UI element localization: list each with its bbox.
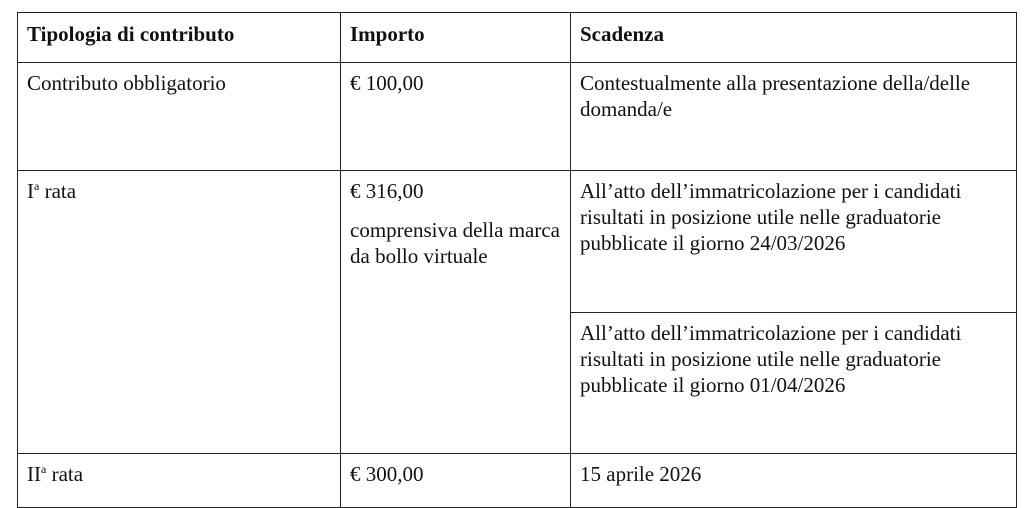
installment-label: rata	[39, 179, 77, 203]
cell-amount: € 300,00	[341, 454, 571, 508]
header-deadline: Scadenza	[571, 13, 1017, 63]
installment-label: rata	[46, 462, 84, 486]
cell-amount: € 100,00	[341, 63, 571, 171]
ordinal-superscript: a	[41, 462, 47, 476]
ordinal-superscript: a	[34, 179, 40, 193]
cell-deadline: 15 aprile 2026	[571, 454, 1017, 508]
cell-deadline: Contestualmente alla presentazione della/delle domanda/e	[571, 63, 1017, 171]
installment-number: II	[27, 462, 41, 486]
table-row	[18, 63, 1017, 171]
header-amount: Importo	[341, 13, 571, 63]
cell-contribution-type	[18, 454, 341, 508]
cell-contribution-type: Contributo obbligatorio	[18, 63, 341, 171]
table-row	[18, 171, 1017, 313]
cell-deadline: All’atto dell’immatricolazione per i candidati risultati in posizione utile nelle graduatorie pubblicate il giorno 24/03/2026	[571, 171, 1017, 313]
cell-contribution-type	[18, 171, 341, 454]
fee-table	[17, 12, 1017, 508]
header-contribution-type: Tipologia di contributo	[18, 13, 341, 63]
cell-amount	[341, 171, 571, 454]
installment-number: I	[27, 179, 34, 203]
amount-note: comprensiva della marca da bollo virtuale	[350, 218, 560, 268]
table-row	[18, 454, 1017, 508]
amount-value: € 316,00	[350, 179, 424, 203]
cell-deadline: All’atto dell’immatricolazione per i candidati risultati in posizione utile nelle graduatorie pubblicate il giorno 01/04/2026	[571, 313, 1017, 454]
table-header-row	[18, 13, 1017, 63]
